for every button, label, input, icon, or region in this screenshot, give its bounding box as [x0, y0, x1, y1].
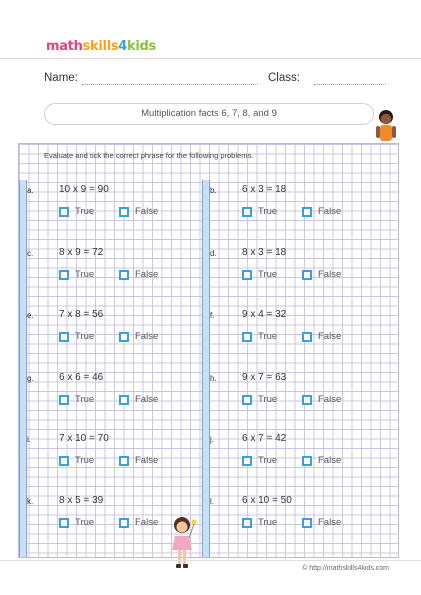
problem-item	[205, 307, 380, 357]
true-checkbox[interactable]	[242, 395, 252, 405]
false-label: False	[135, 455, 159, 466]
problem-equation: 6 x 6 = 46	[59, 372, 104, 383]
true-checkbox[interactable]	[59, 518, 69, 528]
false-label: False	[318, 206, 342, 217]
true-option[interactable]	[242, 394, 277, 405]
problem-item	[22, 307, 197, 357]
problem-letter: j.	[210, 435, 214, 444]
false-option[interactable]	[302, 269, 341, 280]
false-label: False	[318, 331, 342, 342]
false-label: False	[135, 394, 159, 405]
true-label: True	[258, 517, 278, 528]
false-option[interactable]	[119, 517, 158, 528]
problem-equation: 9 x 4 = 32	[242, 309, 287, 320]
false-option[interactable]	[119, 331, 158, 342]
false-checkbox[interactable]	[302, 395, 312, 405]
problem-equation: 6 x 10 = 50	[242, 495, 292, 506]
false-checkbox[interactable]	[302, 518, 312, 528]
true-checkbox[interactable]	[59, 207, 69, 217]
false-checkbox[interactable]	[302, 456, 312, 466]
false-option[interactable]	[119, 455, 158, 466]
true-option[interactable]	[59, 394, 94, 405]
true-option[interactable]	[59, 517, 94, 528]
true-option[interactable]	[242, 206, 277, 217]
false-checkbox[interactable]	[119, 332, 129, 342]
problem-item	[205, 431, 380, 481]
true-label: True	[75, 517, 95, 528]
problem-equation: 6 x 3 = 18	[242, 184, 287, 195]
problem-letter: g.	[27, 374, 34, 383]
problem-letter: i.	[27, 435, 31, 444]
false-checkbox[interactable]	[119, 270, 129, 280]
true-option[interactable]	[59, 455, 94, 466]
worksheet-title: Multiplication facts 6, 7, 8, and 9	[44, 103, 374, 125]
problem-item	[22, 370, 197, 420]
false-label: False	[318, 269, 342, 280]
problem-item	[22, 182, 197, 232]
true-label: True	[258, 269, 278, 280]
false-checkbox[interactable]	[119, 395, 129, 405]
problem-letter: h.	[210, 374, 217, 383]
false-option[interactable]	[119, 269, 158, 280]
true-label: True	[75, 269, 95, 280]
problem-letter: e.	[27, 311, 34, 320]
false-label: False	[318, 517, 342, 528]
class-label: Class:	[268, 72, 300, 84]
problem-item	[205, 493, 380, 543]
problem-letter: f.	[210, 311, 215, 320]
true-checkbox[interactable]	[59, 395, 69, 405]
false-label: False	[135, 331, 159, 342]
false-option[interactable]	[302, 455, 341, 466]
problem-equation: 8 x 9 = 72	[59, 247, 104, 258]
problem-letter: d.	[210, 249, 217, 258]
name-field[interactable]	[82, 84, 258, 85]
false-option[interactable]	[119, 206, 158, 217]
true-checkbox[interactable]	[242, 332, 252, 342]
true-label: True	[258, 455, 278, 466]
true-label: True	[258, 206, 278, 217]
problem-letter: c.	[27, 249, 34, 258]
true-option[interactable]	[242, 455, 277, 466]
true-checkbox[interactable]	[242, 270, 252, 280]
false-checkbox[interactable]	[302, 207, 312, 217]
true-option[interactable]	[242, 331, 277, 342]
logo: mathskills4kids	[46, 39, 156, 54]
false-checkbox[interactable]	[302, 270, 312, 280]
problem-item	[205, 245, 380, 295]
problem-equation: 8 x 3 = 18	[242, 247, 287, 258]
problem-equation: 6 x 7 = 42	[242, 433, 287, 444]
problem-equation: 7 x 8 = 56	[59, 309, 104, 320]
true-label: True	[258, 394, 278, 405]
true-option[interactable]	[59, 269, 94, 280]
header-divider	[0, 58, 421, 59]
footer-divider	[0, 560, 421, 561]
true-checkbox[interactable]	[59, 456, 69, 466]
true-checkbox[interactable]	[242, 456, 252, 466]
true-label: True	[75, 206, 95, 217]
false-label: False	[318, 455, 342, 466]
false-option[interactable]	[302, 394, 341, 405]
problem-equation: 9 x 7 = 63	[242, 372, 287, 383]
false-checkbox[interactable]	[119, 518, 129, 528]
false-checkbox[interactable]	[119, 456, 129, 466]
true-checkbox[interactable]	[59, 270, 69, 280]
true-checkbox[interactable]	[242, 518, 252, 528]
class-field[interactable]	[314, 84, 386, 85]
false-checkbox[interactable]	[119, 207, 129, 217]
true-checkbox[interactable]	[242, 207, 252, 217]
girl-illustration	[169, 516, 197, 572]
false-checkbox[interactable]	[302, 332, 312, 342]
problem-letter: b.	[210, 186, 217, 195]
problem-equation: 8 x 5 = 39	[59, 495, 104, 506]
true-option[interactable]	[242, 269, 277, 280]
false-label: False	[135, 206, 159, 217]
name-label: Name:	[44, 72, 78, 84]
problem-letter: a.	[27, 186, 34, 195]
false-option[interactable]	[119, 394, 158, 405]
true-option[interactable]	[59, 331, 94, 342]
problem-item	[22, 431, 197, 481]
problem-equation: 7 x 10 = 70	[59, 433, 109, 444]
true-label: True	[258, 331, 278, 342]
false-option[interactable]	[302, 517, 341, 528]
false-label: False	[135, 269, 159, 280]
true-checkbox[interactable]	[59, 332, 69, 342]
problem-letter: k.	[27, 497, 34, 506]
problem-item	[22, 245, 197, 295]
problem-item	[205, 182, 380, 232]
false-option[interactable]	[302, 331, 341, 342]
footer-credit[interactable]: © http://mathskills4kids.com	[302, 565, 389, 572]
instructions: Evaluate and tick the correct phrase for the following problems.	[44, 151, 254, 160]
false-option[interactable]	[302, 206, 341, 217]
true-label: True	[75, 455, 95, 466]
true-option[interactable]	[242, 517, 277, 528]
true-label: True	[75, 394, 95, 405]
true-label: True	[75, 331, 95, 342]
problem-equation: 10 x 9 = 90	[59, 184, 109, 195]
false-label: False	[318, 394, 342, 405]
false-label: False	[135, 517, 159, 528]
true-option[interactable]	[59, 206, 94, 217]
problem-letter: l.	[210, 497, 214, 506]
problem-item	[205, 370, 380, 420]
